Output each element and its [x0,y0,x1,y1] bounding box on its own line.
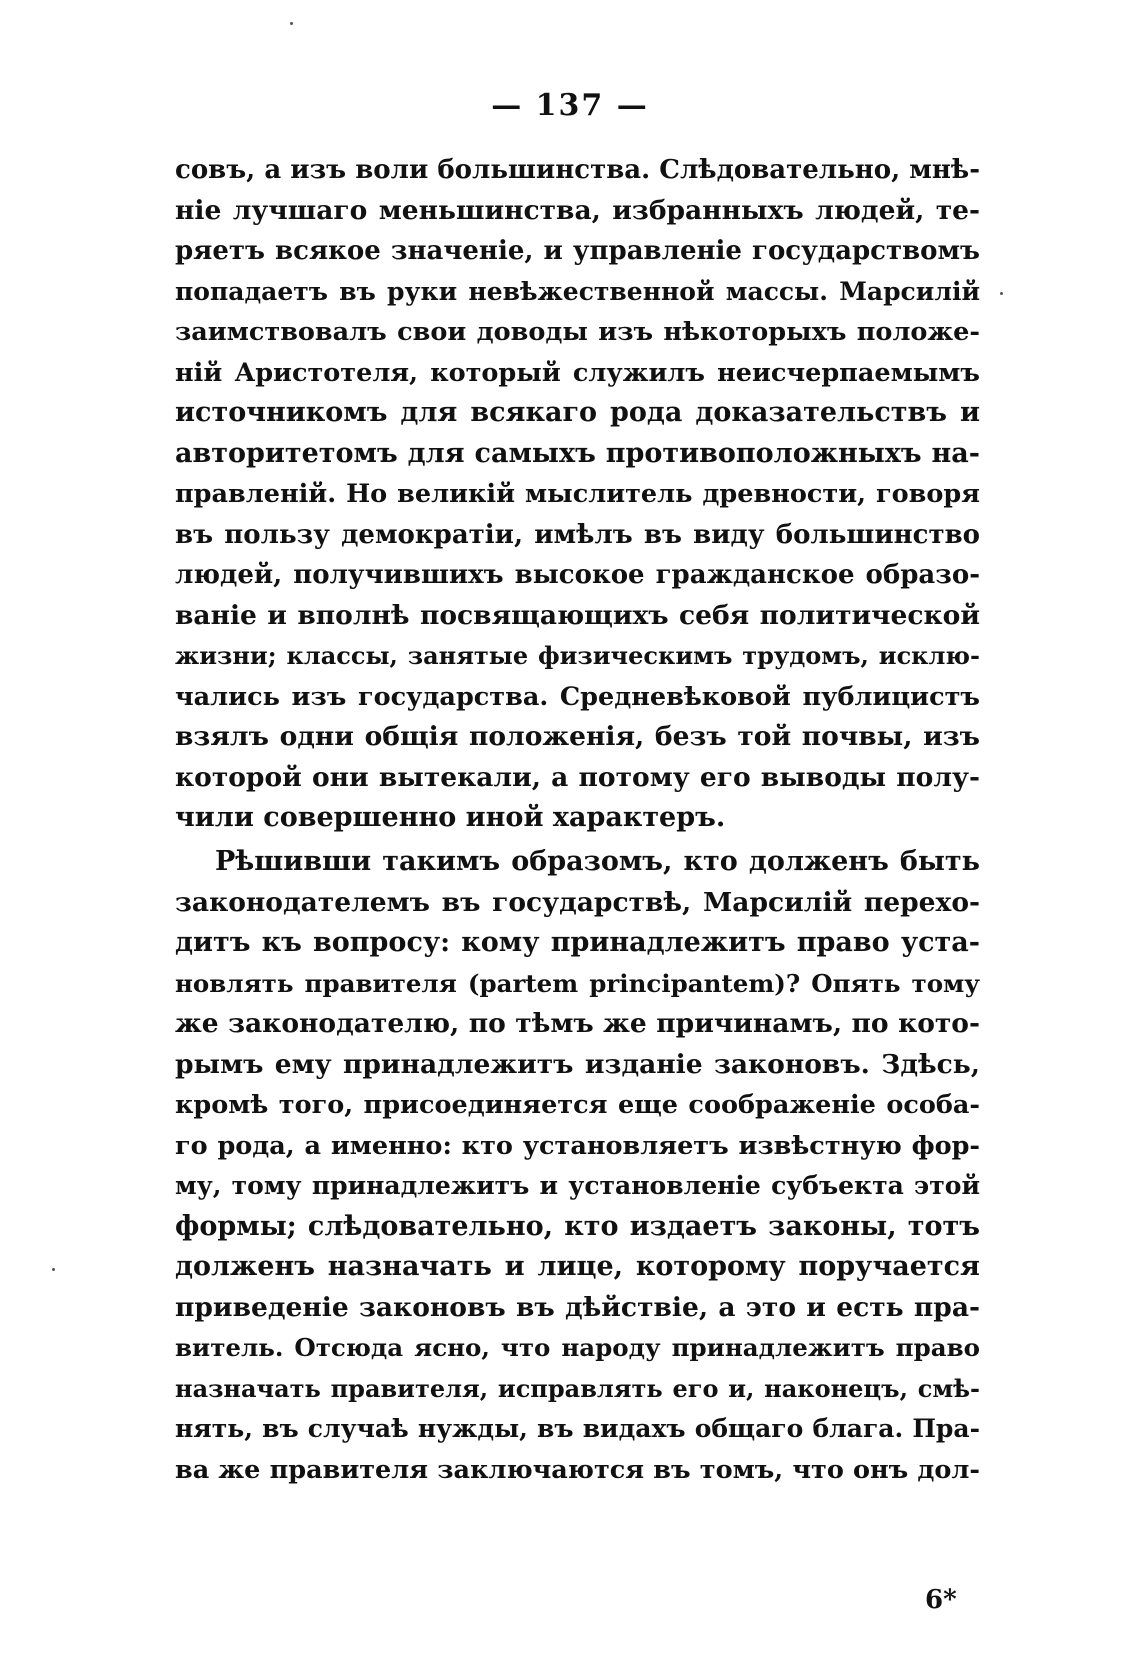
text-line: законодателемъ въ государствѣ, Марсилій перехо- [175,886,980,918]
text-line: ряетъ всякое значеніе, и управленіе государствомъ [175,236,980,266]
text-line: нять, въ случаѣ нужды, въ видахъ общаго блага. Пра- [175,1414,980,1443]
text-line: рымъ ему принадлежитъ изданіе законовъ. Здѣсь, [175,1048,980,1080]
text-line: людей, получившихъ высокое гражданское образо- [175,560,980,590]
text-line: го рода, а именно: кто установляетъ извѣстную фор- [175,1130,980,1161]
paper-speck [1000,292,1003,295]
text-line: ваніе и вполнѣ посвящающихъ себя политической [175,599,980,631]
text-line: совъ, а изъ воли большинства. Слѣдовательно, мнѣ- [175,155,980,185]
text-line: ній Аристотеля, который служилъ неисчерпаемымъ [175,357,980,388]
text-line: которой они вытекали, а потому его выводы полу- [175,761,980,793]
text-line: же законодателю, по тѣмъ же причинамъ, по кото- [175,1008,980,1039]
text-line: кромѣ того, присоединяется еще соображеніе особа- [175,1090,980,1120]
text-line: взялъ одни общія положенія, безъ той почвы, изъ [175,721,980,752]
page-number: — 137 — [491,88,649,123]
text-line: жизни; классы, занятые физическимъ трудомъ, исклю- [175,641,980,670]
text-line: ва же правителя заключаются въ томъ, что онъ дол- [175,1454,980,1485]
text-line: дитъ къ вопросу: кому принадлежитъ право уста- [175,927,980,958]
text-line: витель. Отсюда ясно, что народу принадлежитъ право [175,1333,980,1362]
text-line: Рѣшивши такимъ образомъ, кто долженъ быть [215,846,980,877]
text-line: заимствовалъ свои доводы изъ нѣкоторыхъ положе- [175,317,980,347]
text-line: чили совершенно иной характеръ. [175,802,726,833]
paper-speck [290,22,293,25]
text-line: формы; слѣдовательно, кто издаетъ законы, тотъ [175,1210,980,1242]
paragraph-2 [175,842,980,1490]
text-line: авторитетомъ для самыхъ противоположныхъ на- [175,437,980,469]
text-line: долженъ назначать и лице, которому поручается [175,1251,980,1282]
text-line: ніе лучшаго меньшинства, избранныхъ людей, те- [175,194,980,226]
text-line: назначать правителя, исправлять его и, наконецъ, смѣ- [175,1373,980,1403]
text-line: чались изъ государства. Средневѣковой публицистъ [175,681,980,712]
text-line: приведеніе законовъ въ дѣйствіе, а это и есть пра- [175,1291,980,1323]
paragraph-1 [175,150,980,839]
paper-speck [52,1268,55,1271]
text-line: правленій. Но великій мыслитель древности, говоря [175,479,980,509]
text-line: новлять правителя (partem principantem)? Опять тому [175,968,980,998]
text-line: источникомъ для всякаго рода доказательствъ и [175,397,980,428]
text-line: въ пользу демократіи, имѣлъ въ виду большинство [175,519,980,550]
text-line: попадаетъ въ руки невѣжественной массы. Марсилій [175,276,980,306]
text-line: му, тому принадлежитъ и установленіе субъекта этой [175,1171,980,1200]
signature-mark: 6* [925,1585,957,1615]
